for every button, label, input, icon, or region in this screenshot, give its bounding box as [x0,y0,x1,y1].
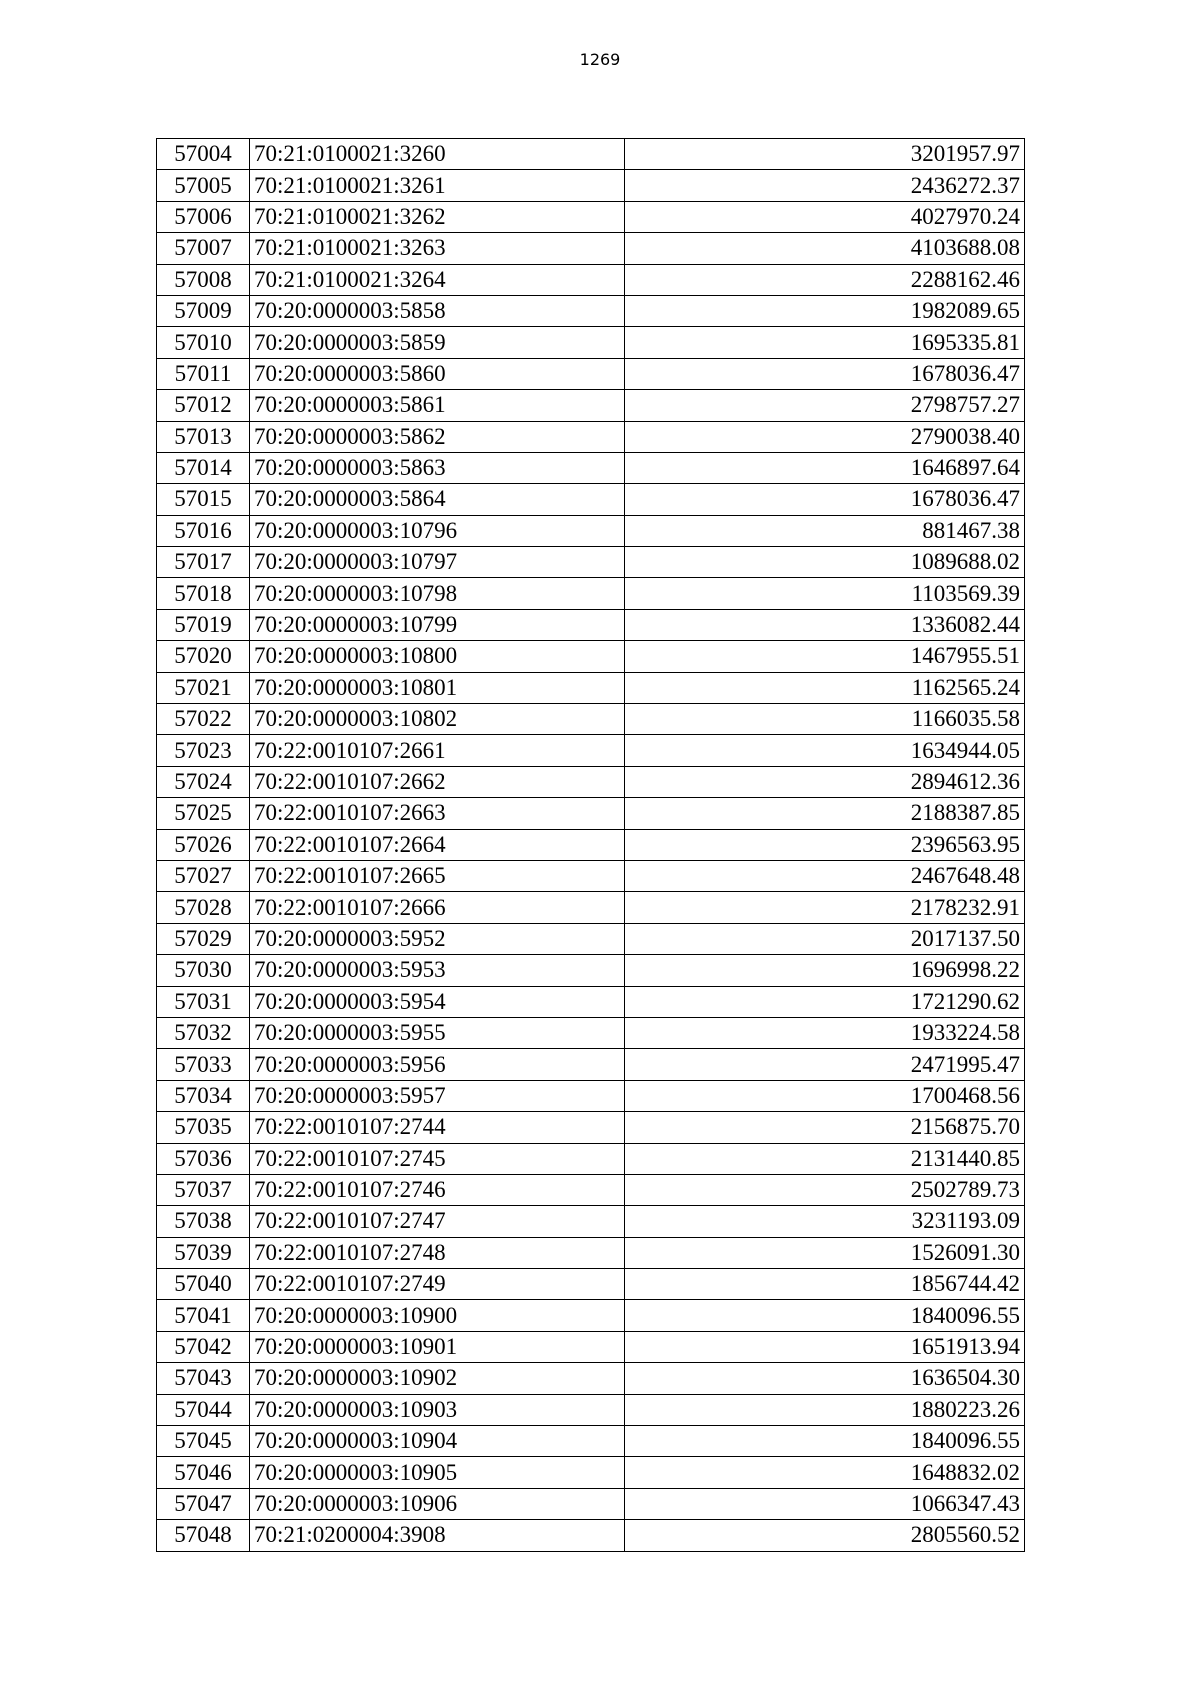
row-number-cell: 57004 [157,139,250,170]
table-row [157,860,1025,891]
cadastral-value-cell: 2471995.47 [625,1049,1025,1080]
page-number: 1269 [579,50,621,69]
cadastral-value-cell: 2188387.85 [625,798,1025,829]
table-row [157,672,1025,703]
cadastral-number-cell: 70:20:0000003:5859 [250,327,625,358]
cadastral-number-cell: 70:20:0000003:5858 [250,295,625,326]
cadastral-number-cell: 70:20:0000003:5862 [250,421,625,452]
cadastral-number-cell: 70:20:0000003:5952 [250,923,625,954]
cadastral-number-cell: 70:20:0000003:10800 [250,641,625,672]
cadastral-value-cell: 1695335.81 [625,327,1025,358]
cadastral-value-cell: 1103569.39 [625,578,1025,609]
cadastral-value-cell: 1646897.64 [625,452,1025,483]
cadastral-number-cell: 70:20:0000003:10905 [250,1457,625,1488]
table-body [157,139,1025,1552]
row-number-cell: 57022 [157,704,250,735]
row-number-cell: 57021 [157,672,250,703]
table-row [157,264,1025,295]
cadastral-value-table [156,138,1025,1552]
cadastral-number-cell: 70:20:0000003:10902 [250,1363,625,1394]
cadastral-number-cell: 70:21:0100021:3262 [250,201,625,232]
table-row [157,295,1025,326]
table-row [157,1394,1025,1425]
cadastral-number-cell: 70:21:0100021:3260 [250,139,625,170]
cadastral-value-cell: 2894612.36 [625,766,1025,797]
table-row [157,798,1025,829]
cadastral-value-cell: 1634944.05 [625,735,1025,766]
row-number-cell: 57032 [157,1017,250,1048]
cadastral-value-cell: 1982089.65 [625,295,1025,326]
cadastral-number-cell: 70:22:0010107:2661 [250,735,625,766]
row-number-cell: 57026 [157,829,250,860]
row-number-cell: 57044 [157,1394,250,1425]
cadastral-value-cell: 2396563.95 [625,829,1025,860]
cadastral-value-cell: 1933224.58 [625,1017,1025,1048]
table-row [157,547,1025,578]
cadastral-value-cell: 1651913.94 [625,1331,1025,1362]
row-number-cell: 57012 [157,390,250,421]
row-number-cell: 57009 [157,295,250,326]
cadastral-value-cell: 2436272.37 [625,170,1025,201]
row-number-cell: 57031 [157,986,250,1017]
table-row [157,390,1025,421]
table-row [157,986,1025,1017]
cadastral-number-cell: 70:20:0000003:5956 [250,1049,625,1080]
cadastral-value-cell: 1696998.22 [625,955,1025,986]
cadastral-value-cell: 1467955.51 [625,641,1025,672]
cadastral-number-cell: 70:20:0000003:5957 [250,1080,625,1111]
cadastral-number-cell: 70:20:0000003:5863 [250,452,625,483]
table-row [157,1174,1025,1205]
table-row [157,1457,1025,1488]
table-row [157,578,1025,609]
table-row [157,515,1025,546]
cadastral-value-cell: 1166035.58 [625,704,1025,735]
cadastral-value-cell: 3231193.09 [625,1206,1025,1237]
cadastral-value-cell: 4103688.08 [625,233,1025,264]
row-number-cell: 57024 [157,766,250,797]
cadastral-value-cell: 1856744.42 [625,1269,1025,1300]
cadastral-number-cell: 70:22:0010107:2746 [250,1174,625,1205]
cadastral-value-cell: 1700468.56 [625,1080,1025,1111]
row-number-cell: 57037 [157,1174,250,1205]
row-number-cell: 57007 [157,233,250,264]
row-number-cell: 57028 [157,892,250,923]
row-number-cell: 57015 [157,484,250,515]
cadastral-value-cell: 2178232.91 [625,892,1025,923]
row-number-cell: 57040 [157,1269,250,1300]
row-number-cell: 57019 [157,609,250,640]
cadastral-value-cell: 1678036.47 [625,484,1025,515]
table-row [157,955,1025,986]
cadastral-value-cell: 1089688.02 [625,547,1025,578]
row-number-cell: 57033 [157,1049,250,1080]
row-number-cell: 57035 [157,1112,250,1143]
cadastral-number-cell: 70:20:0000003:5864 [250,484,625,515]
table-row [157,923,1025,954]
row-number-cell: 57016 [157,515,250,546]
cadastral-value-cell: 1526091.30 [625,1237,1025,1268]
cadastral-number-cell: 70:20:0000003:10904 [250,1426,625,1457]
table-row [157,1488,1025,1519]
table-row [157,201,1025,232]
cadastral-number-cell: 70:20:0000003:10900 [250,1300,625,1331]
row-number-cell: 57046 [157,1457,250,1488]
cadastral-number-cell: 70:20:0000003:10799 [250,609,625,640]
cadastral-number-cell: 70:20:0000003:5860 [250,358,625,389]
row-number-cell: 57011 [157,358,250,389]
row-number-cell: 57010 [157,327,250,358]
row-number-cell: 57013 [157,421,250,452]
row-number-cell: 57038 [157,1206,250,1237]
row-number-cell: 57036 [157,1143,250,1174]
cadastral-value-cell: 1840096.55 [625,1426,1025,1457]
row-number-cell: 57034 [157,1080,250,1111]
cadastral-number-cell: 70:22:0010107:2747 [250,1206,625,1237]
table-row [157,829,1025,860]
table-row [157,1017,1025,1048]
table-row [157,358,1025,389]
table-row [157,1049,1025,1080]
table-row [157,1237,1025,1268]
table-row [157,1080,1025,1111]
row-number-cell: 57043 [157,1363,250,1394]
table-row [157,421,1025,452]
table-row [157,452,1025,483]
row-number-cell: 57045 [157,1426,250,1457]
row-number-cell: 57048 [157,1520,250,1551]
cadastral-value-cell: 2017137.50 [625,923,1025,954]
table-row [157,735,1025,766]
cadastral-number-cell: 70:20:0000003:10802 [250,704,625,735]
cadastral-number-cell: 70:22:0010107:2663 [250,798,625,829]
cadastral-number-cell: 70:21:0100021:3264 [250,264,625,295]
table-row [157,1331,1025,1362]
table-row [157,892,1025,923]
cadastral-number-cell: 70:22:0010107:2744 [250,1112,625,1143]
cadastral-value-cell: 1636504.30 [625,1363,1025,1394]
cadastral-number-cell: 70:22:0010107:2664 [250,829,625,860]
cadastral-value-cell: 1336082.44 [625,609,1025,640]
cadastral-number-cell: 70:22:0010107:2662 [250,766,625,797]
table-row [157,327,1025,358]
cadastral-value-cell: 1162565.24 [625,672,1025,703]
row-number-cell: 57039 [157,1237,250,1268]
table-row [157,484,1025,515]
row-number-cell: 57041 [157,1300,250,1331]
table-row [157,1143,1025,1174]
cadastral-number-cell: 70:20:0000003:5955 [250,1017,625,1048]
cadastral-number-cell: 70:20:0000003:10798 [250,578,625,609]
row-number-cell: 57023 [157,735,250,766]
cadastral-value-cell: 2805560.52 [625,1520,1025,1551]
cadastral-value-cell: 2467648.48 [625,860,1025,891]
cadastral-value-cell: 2790038.40 [625,421,1025,452]
table-row [157,609,1025,640]
table-row [157,1426,1025,1457]
cadastral-number-cell: 70:21:0100021:3261 [250,170,625,201]
cadastral-value-cell: 1678036.47 [625,358,1025,389]
table-row [157,704,1025,735]
table-row [157,1112,1025,1143]
row-number-cell: 57047 [157,1488,250,1519]
row-number-cell: 57029 [157,923,250,954]
row-number-cell: 57018 [157,578,250,609]
cadastral-value-cell: 1880223.26 [625,1394,1025,1425]
cadastral-number-cell: 70:20:0000003:10901 [250,1331,625,1362]
cadastral-value-cell: 3201957.97 [625,139,1025,170]
cadastral-value-cell: 2156875.70 [625,1112,1025,1143]
table-row [157,170,1025,201]
row-number-cell: 57030 [157,955,250,986]
row-number-cell: 57017 [157,547,250,578]
cadastral-number-cell: 70:22:0010107:2749 [250,1269,625,1300]
table-row [157,139,1025,170]
cadastral-number-cell: 70:20:0000003:10906 [250,1488,625,1519]
row-number-cell: 57014 [157,452,250,483]
cadastral-value-cell: 881467.38 [625,515,1025,546]
cadastral-number-cell: 70:20:0000003:10797 [250,547,625,578]
row-number-cell: 57027 [157,860,250,891]
row-number-cell: 57005 [157,170,250,201]
cadastral-number-cell: 70:20:0000003:10903 [250,1394,625,1425]
cadastral-value-cell: 2502789.73 [625,1174,1025,1205]
row-number-cell: 57042 [157,1331,250,1362]
table-row [157,1520,1025,1551]
cadastral-value-cell: 1066347.43 [625,1488,1025,1519]
cadastral-number-cell: 70:20:0000003:5953 [250,955,625,986]
table-row [157,1269,1025,1300]
table-row [157,1300,1025,1331]
cadastral-number-cell: 70:20:0000003:10801 [250,672,625,703]
cadastral-number-cell: 70:22:0010107:2666 [250,892,625,923]
table-row [157,766,1025,797]
cadastral-value-cell: 2798757.27 [625,390,1025,421]
row-number-cell: 57006 [157,201,250,232]
table-row [157,1206,1025,1237]
cadastral-number-cell: 70:20:0000003:5954 [250,986,625,1017]
cadastral-value-cell: 2288162.46 [625,264,1025,295]
cadastral-number-cell: 70:22:0010107:2745 [250,1143,625,1174]
cadastral-number-cell: 70:20:0000003:5861 [250,390,625,421]
cadastral-number-cell: 70:21:0100021:3263 [250,233,625,264]
cadastral-value-cell: 4027970.24 [625,201,1025,232]
table-row [157,641,1025,672]
cadastral-number-cell: 70:21:0200004:3908 [250,1520,625,1551]
cadastral-value-cell: 1840096.55 [625,1300,1025,1331]
table-row [157,233,1025,264]
row-number-cell: 57020 [157,641,250,672]
row-number-cell: 57008 [157,264,250,295]
cadastral-value-cell: 2131440.85 [625,1143,1025,1174]
cadastral-value-cell: 1721290.62 [625,986,1025,1017]
cadastral-number-cell: 70:20:0000003:10796 [250,515,625,546]
row-number-cell: 57025 [157,798,250,829]
cadastral-number-cell: 70:22:0010107:2665 [250,860,625,891]
cadastral-number-cell: 70:22:0010107:2748 [250,1237,625,1268]
table-row [157,1363,1025,1394]
cadastral-value-cell: 1648832.02 [625,1457,1025,1488]
